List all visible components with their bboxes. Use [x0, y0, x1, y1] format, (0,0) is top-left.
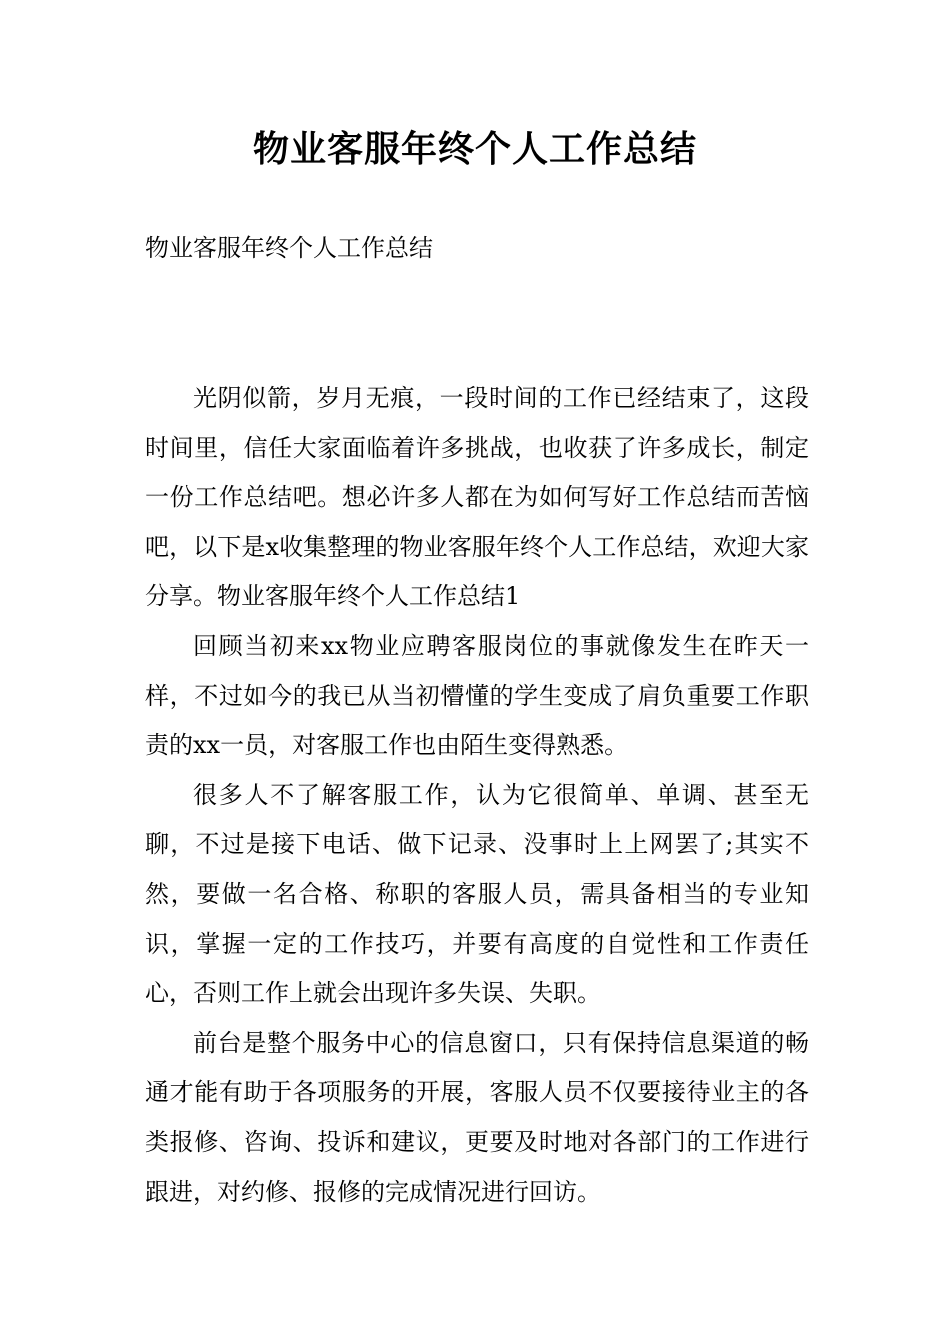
paragraph: 光阴似箭，岁月无痕，一段时间的工作已经结束了，这段时间里，信任大家面临着许多挑战，也收获了许多成长，制定一份工作总结吧。想必许多人都在为如何写好工作总结而苦恼吧，以下是x收集整理的物业客服年终个人工作总结，欢迎大家分享。物业客服年终个人工作总结1	[145, 384, 809, 611]
document-title: 物业客服年终个人工作总结	[252, 129, 697, 170]
paragraph: 回顾当初来xx物业应聘客服岗位的事就像发生在昨天一样，不过如今的我已从当初懵懂的学生变成了肩负重要工作职责的xx一员，对客服工作也由陌生变得熟悉。	[145, 631, 809, 760]
paragraph: 前台是整个服务中心的信息窗口，只有保持信息渠道的畅通才能有助于各项服务的开展，客服人员不仅要接待业主的各类报修、咨询、投诉和建议，更要及时地对各部门的工作进行跟进，对约修、报修的完成情况进行回访。	[145, 1028, 809, 1206]
document-body	[145, 374, 809, 1217]
document-subtitle: 物业客服年终个人工作总结	[145, 234, 433, 262]
paragraph: 很多人不了解客服工作，认为它很简单、单调、甚至无聊，不过是接下电话、做下记录、没事时上上网罢了;其实不然，要做一名合格、称职的客服人员，需具备相当的专业知识，掌握一定的工作技巧，并要有高度的自觉性和工作责任心，否则工作上就会出现许多失误、失职。	[145, 780, 809, 1008]
